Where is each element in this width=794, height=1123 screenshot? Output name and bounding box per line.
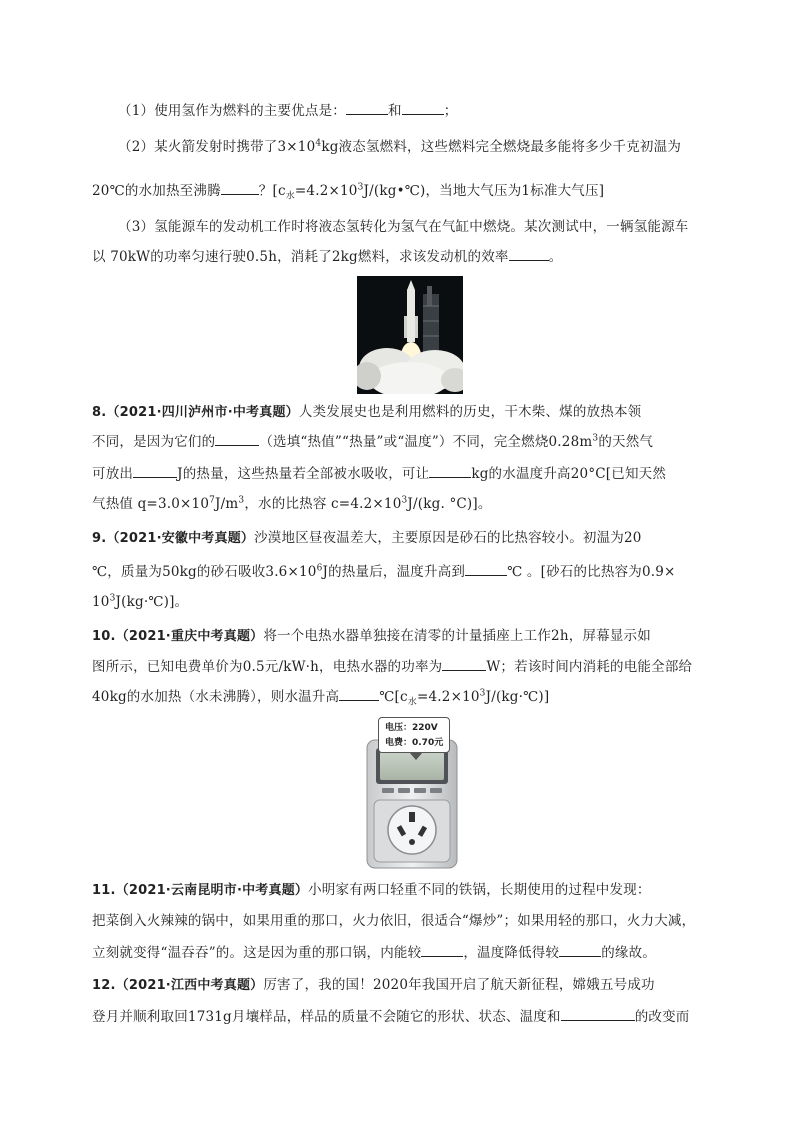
q11-line2: 把菜倒入火辣辣的锅中，如果用重的那口，火力依旧，很适合“爆炒”；如果用轻的那口，火力大减， [92, 913, 696, 929]
answer-blank[interactable] [429, 463, 471, 478]
q9-line2: ℃，质量为50kg的砂石吸收$3.6\times 10^6J$的热量后，温度升高到 ℃ 。[砂石的比热容为0.9× [92, 561, 702, 582]
q7-part2-line1: （2）某火箭发射时携带了$3\times 10^4kg$液态氢燃料，这些燃料完全燃烧最多能将多少千克初温为 [118, 138, 682, 155]
q9-line3: $10^3J(kg\cdot℃)$]。 [92, 593, 189, 610]
q7-part2-line2: 20℃的水加热至沸腾 ？[$c_水=4.2\times 10^3J/(kg•℃)$，当地大气压为1标准大气压] [92, 180, 702, 201]
answer-blank[interactable] [442, 656, 486, 671]
q11-line1: 11.（2021·云南昆明市·中考真题）小明家有两口轻重不同的铁锅，长期使用的过程中发现： [92, 882, 651, 898]
q7-part3-line2: 以 70kW的功率匀速行驶0.5h，消耗了2kg燃料，求该发动机的效率 。 [92, 246, 702, 267]
answer-blank[interactable] [421, 942, 463, 957]
answer-blank[interactable] [221, 180, 259, 195]
q8-line3: 可放出 J的热量，这些热量若全部被水吸收，可让 kg的水温度升高20°C[已知天然 [92, 463, 702, 484]
answer-blank[interactable] [465, 561, 507, 576]
q7-part1: （1）使用氢作为燃料的主要优点是： 和 ； [118, 100, 702, 121]
answer-blank[interactable] [402, 100, 444, 115]
q7-part3-line1: （3）氢能源车的发动机工作时将液态氢转化为氢气在气缸中燃烧。某次测试中，一辆氢能源车 [118, 219, 689, 235]
q9-line1: 9.（2021·安徽中考真题）沙漠地区昼夜温差大，主要原因是砂石的比热容较小。初温为20 [92, 530, 642, 546]
q10-line1: 10.（2021·重庆中考真题）将一个电热水器单独接在清零的计量插座上工作2h，屏幕显示如 [92, 628, 651, 644]
rocket-launch-image [357, 276, 463, 394]
answer-blank[interactable] [559, 942, 601, 957]
q12-line2: 登月并顺利取回1731g月壤样品，样品的质量不会随它的形状、状态、温度和 的改变而 [92, 1006, 702, 1027]
q12-line1: 12.（2021·江西中考真题）厉害了，我的国！2020年我国开启了航天新征程，嫦娥五号成功 [92, 977, 655, 993]
q10-line3: 40kg的水加热（水未沸腾），则水温升高 $℃[c_水=4.2\times 10^3J/(kg\cdot℃)]$ [92, 686, 702, 707]
q8-line2: 不同，是因为它们的 （选填“热值”“热量”或“温度”）不同，完全燃烧$0.28m^3$的天然气 [92, 431, 702, 452]
answer-blank[interactable] [509, 246, 549, 261]
q11-line3: 立刻就变得“温吞吞”的。这是因为重的那口锅，内能较 ，温度降低得较 的缘故。 [92, 942, 702, 963]
answer-blank[interactable] [561, 1006, 635, 1021]
answer-blank[interactable] [215, 431, 259, 446]
answer-blank[interactable] [133, 463, 177, 478]
q10-line2: 图所示，已知电费单价为0.5元/kW·h，电热水器的功率为 W；若该时间内消耗的电能全部给 [92, 656, 702, 677]
answer-blank[interactable] [346, 100, 388, 115]
q8-line4: 气热值 $q=3.0\times 10^7J/m^3$，水的比热容 $c=4.2\times 10^3J/(kg$. °C)]。 [92, 495, 492, 512]
meter-voltage-text: 电压：220V [385, 723, 438, 733]
meter-display-callout [378, 717, 450, 753]
q8-line1: 8.（2021·四川泸州市·中考真题）人类发展史也是利用燃料的历史，干木柴、煤的放热本领 [92, 404, 642, 420]
meter-fee-text: 电费：0.70元 [385, 738, 444, 748]
answer-blank[interactable] [339, 686, 379, 701]
